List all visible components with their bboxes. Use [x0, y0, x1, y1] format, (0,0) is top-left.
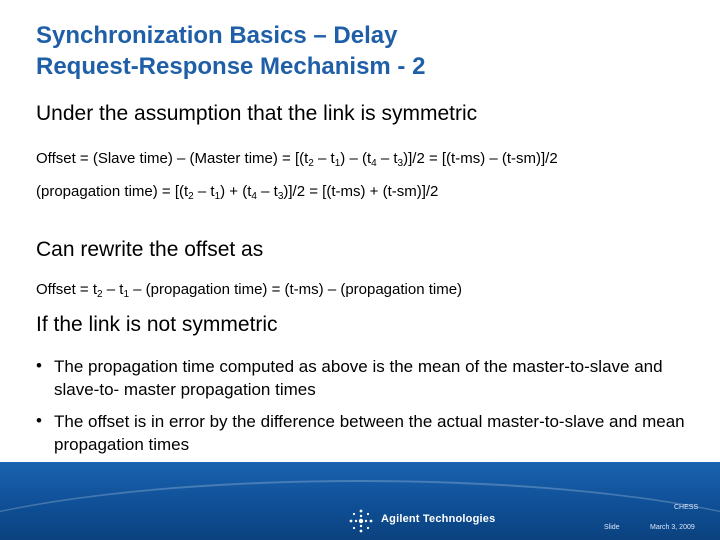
propagation-equation: (propagation time) = $[(t_2 - t_1) + (t_4 - t_3)]/2 = [(t-ms) + (t-sm)]/2$ — [36, 183, 439, 202]
bullet-dot-icon: • — [36, 356, 42, 375]
offset-equation: Offset = (Slave time) – (Master time) = $[(t_2 - t_1) - (t_4 - t_3)]/2 = [(t-ms) - (t-sm)]/2$ — [36, 150, 558, 169]
symmetric-heading: Under the assumption that the link is symmetric — [36, 102, 478, 125]
bullet-dot-icon: • — [36, 411, 42, 430]
rewritten-offset-equation: Offset = $t_2 - t_1$ – (propagation time) = (t-ms) – (propagation time) — [36, 281, 463, 300]
rewrite-heading: Can rewrite the offset as — [36, 238, 264, 261]
asymmetric-heading: If the link is not symmetric — [36, 313, 278, 336]
footer-slide-label: Slide — [604, 524, 620, 531]
bullet-text: The offset is in error by the difference between the actual master-to-slave and mean propagation times — [54, 412, 685, 454]
slide-title-line-2: Request-Response Mechanism - 2 — [36, 53, 426, 80]
footer-bar — [0, 462, 720, 540]
footer-date: March 3, 2009 — [650, 524, 695, 531]
footer-event-label: CHESS — [674, 504, 699, 511]
agilent-brand-name: Agilent Technologies — [381, 513, 496, 525]
slide-title — [36, 20, 696, 82]
agilent-spark-logo-icon — [346, 506, 376, 536]
slide-title-line-1: Synchronization Basics – Delay — [36, 22, 398, 49]
bullet-text: The propagation time computed as above is the mean of the master-to-slave and slave-to- master propagation times — [54, 357, 663, 399]
